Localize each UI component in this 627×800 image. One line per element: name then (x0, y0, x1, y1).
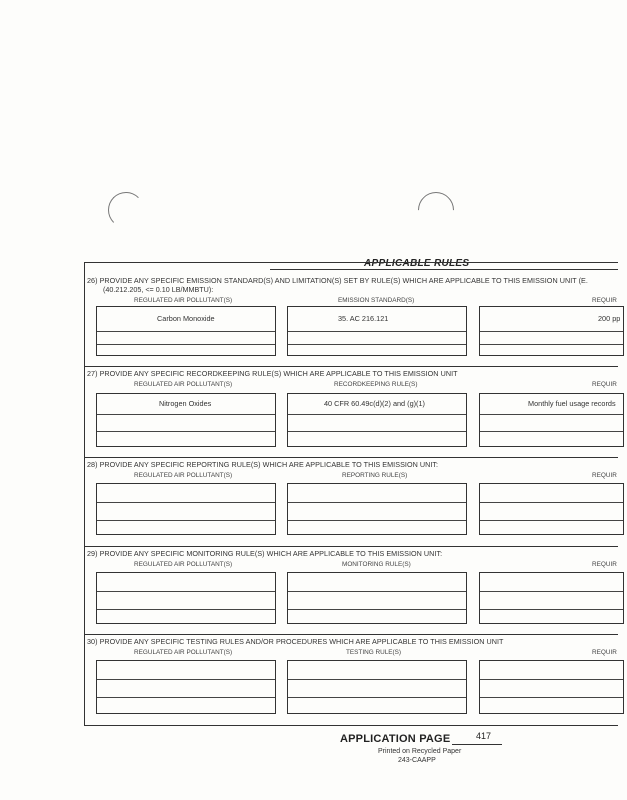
requirement-field[interactable] (479, 306, 624, 356)
section-question: 27) PROVIDE ANY SPECIFIC RECORDKEEPING RULE(S) WHICH ARE APPLICABLE TO THIS EMISSION UNIT (87, 369, 458, 378)
page-number: 417 (476, 731, 492, 741)
rule-field[interactable] (287, 483, 467, 535)
column-header-rule: EMISSION STANDARD(S) (338, 297, 415, 304)
rule-value: 35. AC 216.121 (338, 314, 389, 323)
requirement-field[interactable] (479, 393, 624, 447)
pollutant-field[interactable] (96, 660, 276, 714)
requirement-value: Monthly fuel usage records (528, 399, 616, 408)
section-recordkeeping (84, 366, 618, 457)
column-header-requirement: REQUIR (592, 649, 617, 656)
rule-field[interactable] (287, 572, 467, 624)
column-header-pollutant: REGULATED AIR POLLUTANT(S) (134, 381, 233, 388)
column-header-requirement: REQUIR (592, 297, 617, 304)
column-header-pollutant: REGULATED AIR POLLUTANT(S) (134, 561, 233, 568)
column-header-rule: MONITORING RULE(S) (342, 561, 411, 568)
column-header-rule: RECORDKEEPING RULE(S) (334, 381, 418, 388)
column-header-requirement: REQUIR (592, 381, 617, 388)
pollutant-value: Nitrogen Oxides (159, 399, 212, 408)
pollutant-value: Carbon Monoxide (157, 314, 215, 323)
section-monitoring (84, 546, 618, 634)
hole-punch-mark-right (411, 185, 462, 236)
section-emission-standards (84, 273, 621, 366)
column-header-pollutant: REGULATED AIR POLLUTANT(S) (134, 649, 233, 656)
pollutant-field[interactable] (96, 393, 276, 447)
column-header-rule: TESTING RULE(S) (346, 649, 402, 656)
requirement-field[interactable] (479, 660, 624, 714)
form-code: 243-CAAPP (398, 757, 436, 764)
rule-field[interactable] (287, 306, 467, 356)
column-header-requirement: REQUIR (592, 472, 617, 479)
rule-field[interactable] (287, 393, 467, 447)
form-title: APPLICABLE RULES (364, 258, 470, 269)
application-page-label: APPLICATION PAGE (340, 733, 451, 745)
page-number-rule (452, 744, 502, 745)
section-reporting (84, 457, 618, 546)
section-testing (84, 634, 618, 726)
rule-field[interactable] (287, 660, 467, 714)
pollutant-field[interactable] (96, 483, 276, 535)
recycled-paper-note: Printed on Recycled Paper (378, 748, 462, 755)
column-header-rule: REPORTING RULE(S) (342, 472, 408, 479)
section-question: 26) PROVIDE ANY SPECIFIC EMISSION STANDARD(S) AND LIMITATION(S) SET BY RULE(S) WHICH ARE APPLICABLE TO THIS EMISSION UNIT (E. (87, 276, 588, 285)
requirement-field[interactable] (479, 572, 624, 624)
section-question-detail: (40.212.205, <= 0.10 LB/MMBTU): (103, 285, 214, 294)
hole-punch-mark-left (108, 192, 144, 228)
pollutant-field[interactable] (96, 572, 276, 624)
requirement-field[interactable] (479, 483, 624, 535)
pollutant-field[interactable] (96, 306, 276, 356)
section-question: 30) PROVIDE ANY SPECIFIC TESTING RULES AND/OR PROCEDURES WHICH ARE APPLICABLE TO THIS EMISSION UNIT (87, 637, 504, 646)
column-header-pollutant: REGULATED AIR POLLUTANT(S) (134, 297, 233, 304)
section-question: 29) PROVIDE ANY SPECIFIC MONITORING RULE(S) WHICH ARE APPLICABLE TO THIS EMISSION UNIT: (87, 549, 443, 558)
rule-value: 40 CFR 60.49c(d)(2) and (g)(1) (324, 399, 425, 408)
section-question: 28) PROVIDE ANY SPECIFIC REPORTING RULE(S) WHICH ARE APPLICABLE TO THIS EMISSION UNIT: (87, 460, 439, 469)
column-header-requirement: REQUIR (592, 561, 617, 568)
column-header-pollutant: REGULATED AIR POLLUTANT(S) (134, 472, 233, 479)
requirement-value: 200 pp (598, 314, 621, 323)
